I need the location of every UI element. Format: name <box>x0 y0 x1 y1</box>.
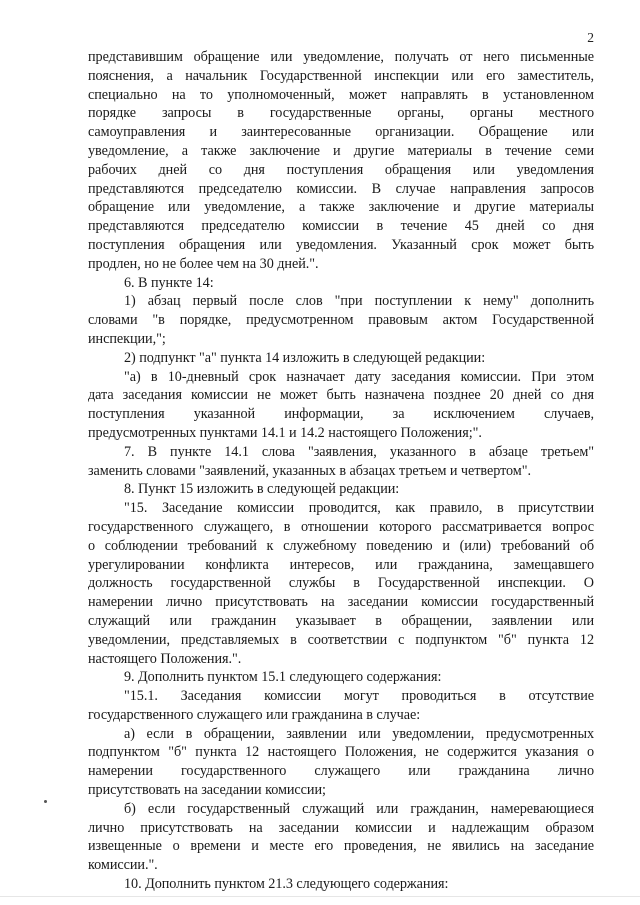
text-line: лично присутствовать на заседании комиссии и надлежащим образом <box>88 819 594 836</box>
text-line: продлен, но не более чем на 30 дней.". <box>88 255 319 272</box>
text-line: дата заседания комиссии не может быть назначена позднее 20 дней со дня <box>88 387 594 404</box>
text-line: 8. Пункт 15 изложить в следующей редакции: <box>124 481 400 498</box>
text-line: представившим обращение или уведомление, получать от него письменные <box>88 49 594 65</box>
text-line: уведомлении, представляемых в соответствии с подпунктом "б" пункта 12 <box>88 631 594 648</box>
text-line: урегулировании конфликта интересов, или гражданина, замещавшего <box>88 556 594 573</box>
text-line: инспекции,"; <box>88 330 166 347</box>
text-line: должность государственной службы в Государственной инспекции. О <box>88 575 594 592</box>
text-line: присутствовать на заседании комиссии; <box>88 782 326 799</box>
text-line: намерении государственного служащего или гражданина лично <box>88 763 594 780</box>
text-line: поступления обращения или уведомления. Указанный срок может быть <box>88 236 594 253</box>
text-line: заменить словами "заявлений, указанных в абзацах третьем и четвертом". <box>88 462 531 479</box>
text-line: настоящего Положения.". <box>88 650 242 667</box>
text-line: представляются председателю комиссии в течение 45 дней со дня <box>88 218 594 235</box>
text-line: комиссии.". <box>88 857 158 874</box>
text-line: государственного служащего или гражданина в случае: <box>88 706 421 723</box>
text-line: служащий или гражданин указывает в обращении, заявлении или <box>88 612 594 629</box>
text-line: намерении лично присутствовать на заседании комиссии государственный <box>88 594 594 611</box>
text-line: поступления указанной информации, за исключением случаев, <box>88 406 594 423</box>
text-line: словами "в порядке, предусмотренном правовым актом Государственной <box>88 312 594 329</box>
text-line: "15.1. Заседания комиссии могут проводиться в отсутствие <box>124 688 594 705</box>
text-line: подпунктом "б" пункта 12 настоящего Положения, не содержится указания о <box>88 744 594 761</box>
text-line: специально на то уполномоченный, может направлять в установленном <box>88 86 594 103</box>
text-line: рабочих дней со дня поступления обращения или уведомления <box>88 161 594 178</box>
margin-speck <box>44 800 47 803</box>
text-line: пояснения, а начальник Государственной инспекции или его заместитель, <box>88 67 594 84</box>
text-line: "15. Заседание комиссии проводится, как правило, в присутствии <box>124 500 594 517</box>
text-line: 7. В пункте 14.1 слова "заявления, указанного в абзаце третьем" <box>124 443 594 460</box>
text-line: 10. Дополнить пунктом 21.3 следующего содержания: <box>124 876 449 893</box>
scan-edge <box>0 896 640 897</box>
text-line: 2) подпункт "а" пункта 14 изложить в следующей редакции: <box>124 349 486 366</box>
text-line: самоуправления и заинтересованные организации. Обращение или <box>88 124 594 141</box>
text-line: порядке запросы в государственные органы, органы местного <box>88 105 594 122</box>
document-body <box>88 48 594 894</box>
page-number: 2 <box>587 30 594 45</box>
text-line: 1) абзац первый после слов "при поступлении к нему" дополнить <box>124 293 594 310</box>
text-line: 9. Дополнить пунктом 15.1 следующего содержания: <box>124 669 442 686</box>
text-line: представляются председателю комиссии. В случае направления запросов <box>88 180 594 197</box>
text-line: о соблюдении требований к служебному поведению и (или) требований об <box>88 537 594 554</box>
text-line: уведомление, а также заключение и другие материалы в течение семи <box>88 142 594 159</box>
text-line: 6. В пункте 14: <box>124 274 214 291</box>
text-line: предусмотренных пунктами 14.1 и 14.2 настоящего Положения;". <box>88 424 482 441</box>
text-line: "а) в 10-дневный срок назначает дату заседания комиссии. При этом <box>124 368 594 385</box>
text-line: б) если государственный служащий или гражданин, намеревающиеся <box>124 800 594 817</box>
text-line: извещенные о времени и месте его проведения, не явились на заседание <box>88 838 594 855</box>
text-line: обращение или уведомление, а также заключение и другие материалы <box>88 199 594 216</box>
text-line: а) если в обращении, заявлении или уведомлении, предусмотренных <box>124 725 594 742</box>
text-line: государственного служащего, в отношении которого рассматривается вопрос <box>88 518 594 535</box>
